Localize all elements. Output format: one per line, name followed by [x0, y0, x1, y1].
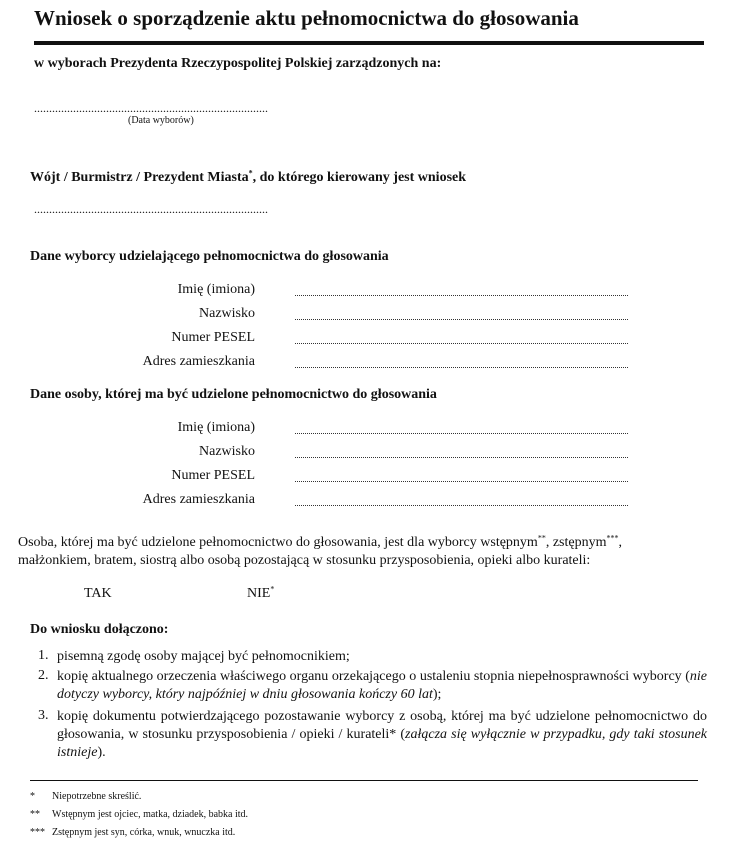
- proxy-last-name-field[interactable]: [295, 443, 628, 458]
- footnote-mark-1: *: [30, 791, 35, 802]
- authority-heading: [30, 170, 466, 186]
- proxy-pesel-field[interactable]: [295, 467, 628, 482]
- option-no-footnote-mark: *: [270, 584, 275, 594]
- election-heading: w wyborach Prezydenta Rzeczypospolitej Polskiej zarządzonych na:: [34, 56, 442, 71]
- attachment-item-2-text: kopię aktualnego orzeczenia właściwego organu orzekającego o ustaleniu stopnia niepełnosprawności wyborcy (: [57, 669, 690, 684]
- attachment-item-3-text: kopię dokumentu potwierdzającego pozostawanie wyborcy z osobą, której ma być udzielone pełnomocnictwo do głosowania, w stosunku przysposobienia / opieki / kurateli* (: [57, 709, 707, 742]
- voter-pesel-field[interactable]: [295, 329, 628, 344]
- voter-pesel-label: Numer PESEL: [171, 330, 255, 345]
- option-no[interactable]: [247, 586, 274, 602]
- relation-footnote-mark-descendant: ***: [606, 533, 619, 543]
- relation-text-2: , zstępnym: [545, 535, 607, 550]
- attachment-number-3: 3.: [38, 708, 49, 723]
- attachment-item-1: [57, 648, 707, 666]
- attachment-number-2: 2.: [38, 668, 49, 683]
- relation-line-2: małżonkiem, bratem, siostrą albo osobą pozostającą w stosunku przysposobienia, opieki albo kurateli:: [18, 553, 591, 568]
- relation-text-3: ,: [618, 535, 622, 550]
- proxy-first-name-field[interactable]: [295, 419, 628, 434]
- voter-section-title: Dane wyborcy udzielającego pełnomocnictwa do głosowania: [30, 249, 389, 264]
- relation-line-1: [18, 534, 698, 552]
- footnote-text-1: Niepotrzebne skreślić.: [52, 791, 142, 802]
- footnote-text-2: Wstępnym jest ojciec, matka, dziadek, babka itd.: [52, 809, 249, 820]
- attachment-number-1: 1.: [38, 648, 49, 663]
- attachment-item-3: [57, 708, 707, 762]
- attachment-item-3-tail: ).: [97, 745, 106, 760]
- election-date-caption: (Data wyborów): [128, 115, 194, 126]
- page-title: Wniosek o sporządzenie aktu pełnomocnictwa do głosowania: [34, 6, 579, 30]
- attachments-title: Do wniosku dołączono:: [30, 622, 169, 637]
- footnote-mark-3: ***: [30, 827, 45, 838]
- attachment-item-3-note: załącza się wyłącznie w przypadku, gdy taki stosunek istnieje: [57, 727, 708, 760]
- election-date-field[interactable]: ..............................................................................: [34, 102, 268, 114]
- proxy-section-title: Dane osoby, której ma być udzielone pełnomocnictwo do głosowania: [30, 387, 437, 402]
- proxy-address-field[interactable]: [295, 491, 628, 506]
- attachment-item-2-note: nie dotyczy wyborcy, który najpóźniej w dniu głosowania kończy 60 lat: [57, 669, 707, 702]
- footnote-text-3: Zstępnym jest syn, córka, wnuk, wnuczka itd.: [52, 827, 236, 838]
- voter-address-label: Adres zamieszkania: [142, 354, 255, 369]
- authority-heading-footnote-mark: *: [248, 168, 253, 178]
- relation-text-1: Osoba, której ma być udzielone pełnomocnictwo do głosowania, jest dla wyborcy wstępnym: [18, 535, 538, 550]
- footnote-mark-2: **: [30, 809, 40, 820]
- footnote-divider: [30, 780, 698, 781]
- proxy-pesel-label: Numer PESEL: [171, 468, 255, 483]
- relation-footnote-mark-ascendant: **: [537, 533, 546, 543]
- authority-field[interactable]: ..............................................................................: [34, 203, 268, 215]
- proxy-address-label: Adres zamieszkania: [142, 492, 255, 507]
- voter-last-name-label: Nazwisko: [199, 306, 255, 321]
- attachment-item-2: [57, 668, 707, 704]
- option-yes[interactable]: TAK: [84, 586, 112, 601]
- voter-first-name-field[interactable]: [295, 281, 628, 296]
- proxy-first-name-label: Imię (imiona): [177, 420, 255, 435]
- voter-address-field[interactable]: [295, 353, 628, 368]
- authority-heading-tail: , do którego kierowany jest wniosek: [252, 170, 467, 185]
- proxy-last-name-label: Nazwisko: [199, 444, 255, 459]
- attachment-item-2-tail: );: [432, 687, 442, 702]
- authority-heading-text: Wójt / Burmistrz / Prezydent Miasta: [30, 170, 249, 185]
- attachment-item-1-text: pisemną zgodę osoby mającej być pełnomocnikiem;: [57, 649, 350, 664]
- voter-first-name-label: Imię (imiona): [177, 282, 255, 297]
- relation-paragraph: [18, 534, 698, 570]
- voter-last-name-field[interactable]: [295, 305, 628, 320]
- option-no-label: NIE: [247, 586, 271, 601]
- title-divider: [34, 41, 704, 45]
